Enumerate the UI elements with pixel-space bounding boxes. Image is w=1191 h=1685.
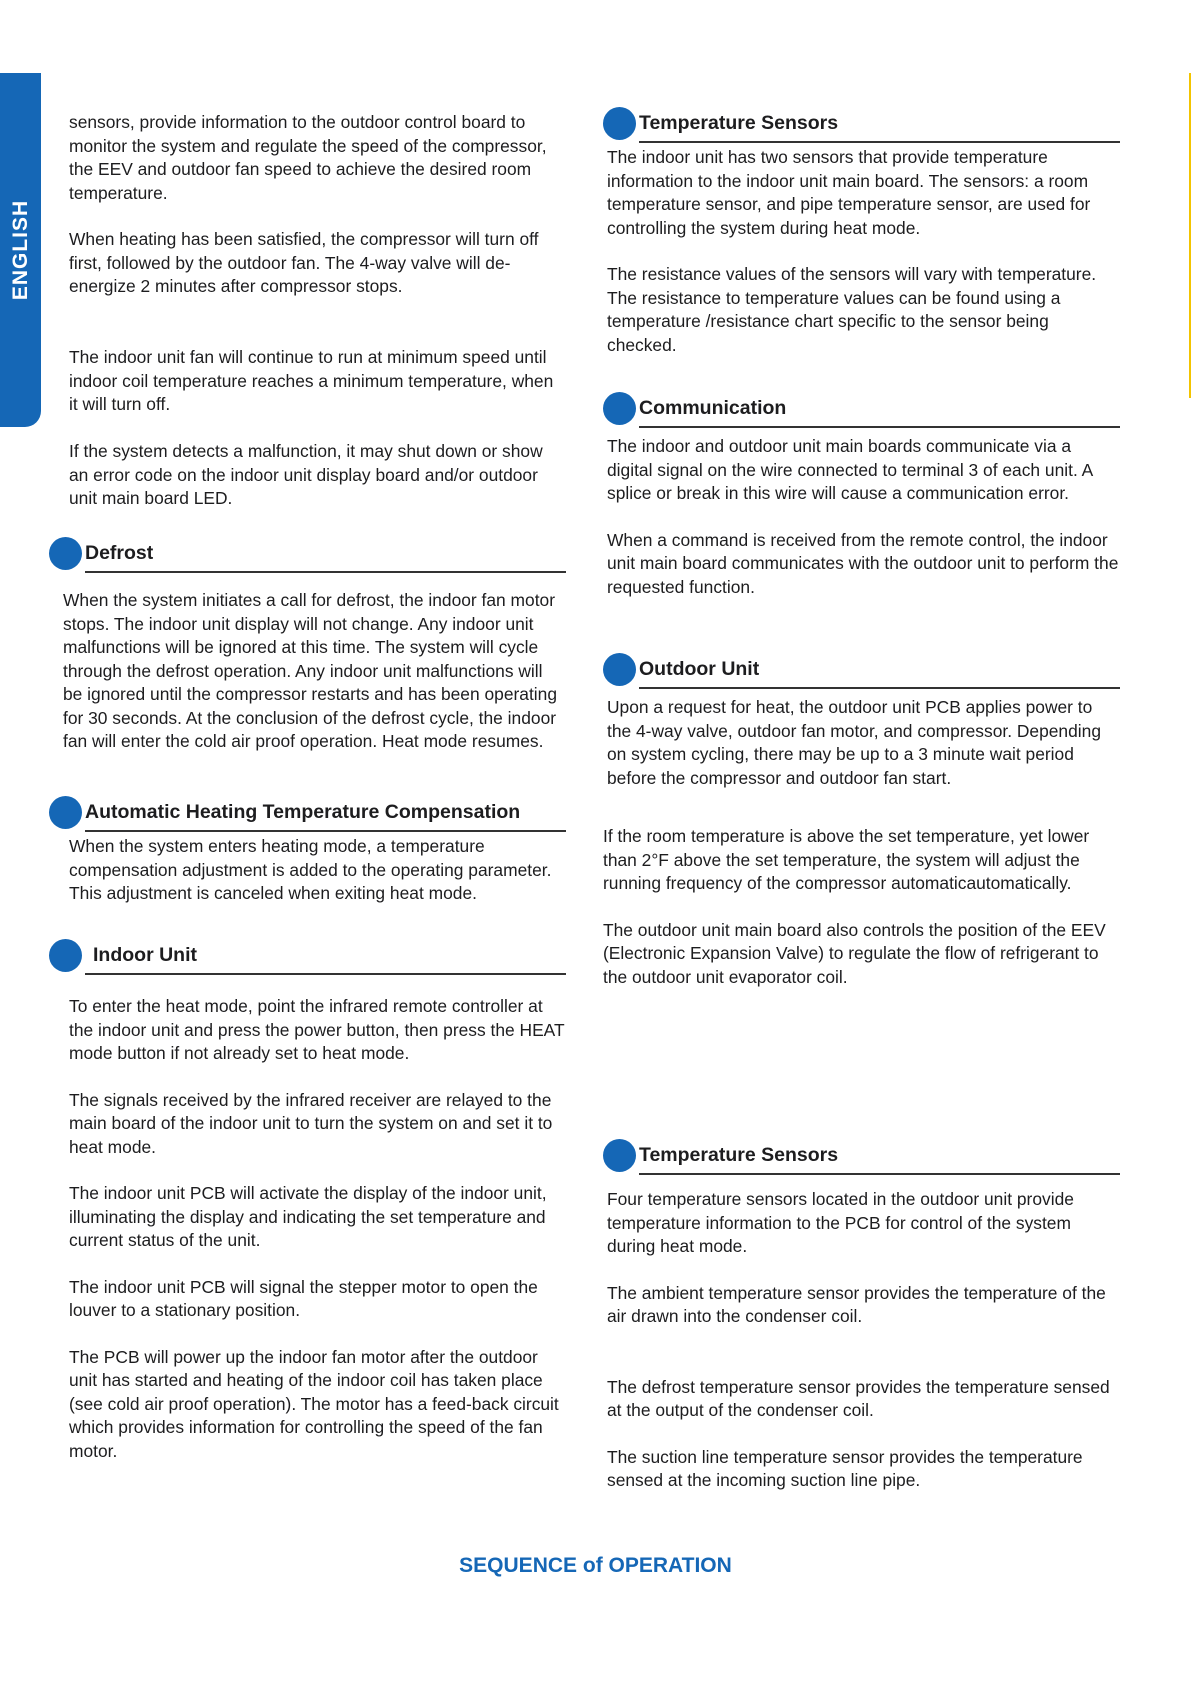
bullet-dot-icon	[49, 796, 82, 829]
paragraph: The PCB will power up the indoor fan motor after the outdoor unit has started and heating of the indoor coil has taken place (see cold air proof operation). The motor has a feed-back circuit which provides information for controlling the speed of the fan motor.	[69, 1346, 559, 1461]
section-title: Defrost	[85, 542, 154, 564]
heading-rule	[85, 830, 566, 832]
section-title: Indoor Unit	[93, 944, 197, 966]
section-heading	[49, 796, 566, 830]
paragraph: If the room temperature is above the set temperature, yet lower than 2°F above the set temperature, the system will adjust the running frequency of the compressor automaticautomatically.	[603, 826, 1090, 893]
bullet-dot-icon	[49, 537, 82, 570]
paragraph: Four temperature sensors located in the outdoor unit provide temperature information to the PCB for control of the system during heat mode.	[607, 1189, 1074, 1256]
section-heading	[603, 1139, 1120, 1173]
paragraph: The defrost temperature sensor provides the temperature sensed at the output of the condenser coil.	[607, 1376, 1110, 1420]
section-defrost	[49, 537, 566, 754]
paragraph: The ambient temperature sensor provides the temperature of the air drawn into the condenser coil.	[607, 1282, 1106, 1326]
paragraph: When heating has been satisfied, the compressor will turn off first, followed by the outdoor fan. The 4-way valve will de-energize 2 minutes after compressor stops.	[69, 229, 539, 296]
bullet-dot-icon	[603, 392, 636, 425]
section-heading	[603, 653, 1120, 687]
section-temperature-sensors-outdoor	[603, 1139, 1120, 1493]
section-heading	[603, 107, 1120, 141]
paragraph: When the system enters heating mode, a temperature compensation adjustment is added to the operating parameter. This adjustment is canceled when exiting heat mode.	[69, 836, 552, 903]
left-intro-4	[69, 440, 564, 511]
language-label: ENGLISH	[8, 199, 32, 301]
section-title: Communication	[639, 397, 787, 419]
section-title: Automatic Heating Temperature Compensation	[85, 801, 521, 823]
section-title: Temperature Sensors	[639, 112, 839, 134]
section-outdoor-unit	[603, 653, 1120, 989]
paragraph: When a command is received from the remote control, the indoor unit main board communicates with the outdoor unit to perform the requested function.	[607, 529, 1119, 597]
bullet-dot-icon	[603, 1139, 636, 1172]
section-title: Temperature Sensors	[639, 1144, 839, 1166]
left-intro-2	[69, 228, 564, 299]
paragraph: The indoor unit has two sensors that provide temperature information to the indoor unit main board. The sensors: a room temperature sensor, and pipe temperature sensor, are used for controlling the system during heat mode.	[607, 147, 1091, 238]
bullet-dot-icon	[603, 653, 636, 686]
paragraph: The suction line temperature sensor provides the temperature sensed at the incoming suction line pipe.	[607, 1446, 1083, 1490]
paragraph: Upon a request for heat, the outdoor unit PCB applies power to the 4-way valve, outdoor fan motor, and compressor. Depending on system cycling, there may be up to a 3 minute wait period before the compressor and outdoor fan start.	[607, 697, 1101, 788]
paragraph: The indoor and outdoor unit main boards communicate via a digital signal on the wire connected to terminal 3 of each unit. A splice or break in this wire will cause a communication error.	[607, 436, 1093, 503]
footer-title: SEQUENCE of OPERATION	[459, 1554, 732, 1577]
heading-rule	[639, 1173, 1120, 1175]
section-heading	[49, 939, 566, 973]
section-compensation	[49, 796, 566, 906]
left-intro-3	[69, 346, 564, 417]
paragraph: The indoor unit fan will continue to run at minimum speed until indoor coil temperature reaches a minimum temperature, when it will turn off.	[69, 347, 554, 414]
paragraph: The indoor unit PCB will signal the stepper motor to open the louver to a stationary position.	[69, 1276, 538, 1320]
paragraph: The resistance values of the sensors will vary with temperature. The resistance to temperature values can be found using a temperature /resistance chart specific to the sensor being checked.	[607, 264, 1097, 355]
heading-rule	[639, 687, 1120, 689]
paragraph: The signals received by the infrared receiver are relayed to the main board of the indoor unit to turn the system on and set it to heat mode.	[69, 1089, 553, 1157]
paragraph: The outdoor unit main board also controls the position of the EEV (Electronic Expansion Valve) to regulate the flow of refrigerant to the outdoor unit evaporator coil.	[603, 919, 1106, 987]
heading-rule	[639, 426, 1120, 428]
paragraph: To enter the heat mode, point the infrared remote controller at the indoor unit and press the power button, then press the HEAT mode button if not already set to heat mode.	[69, 996, 565, 1063]
paragraph: The indoor unit PCB will activate the display of the indoor unit, illuminating the display and indicating the set temperature and current status of the unit.	[69, 1183, 547, 1250]
heading-rule	[85, 571, 566, 573]
bullet-dot-icon	[603, 107, 636, 140]
paragraph: sensors, provide information to the outdoor control board to monitor the system and regulate the speed of the compressor, the EEV and outdoor fan speed to achieve the desired room temperature.	[69, 112, 547, 203]
section-temperature-sensors-indoor	[603, 107, 1120, 357]
heading-rule	[85, 973, 566, 975]
paragraph: If the system detects a malfunction, it may shut down or show an error code on the indoor unit display board and/or outdoor unit main board LED.	[69, 441, 543, 508]
heading-rule	[639, 141, 1120, 143]
section-heading	[49, 537, 566, 571]
language-tab	[0, 73, 41, 427]
section-title: Outdoor Unit	[639, 658, 760, 680]
left-intro	[69, 111, 564, 205]
section-indoor-unit	[49, 939, 566, 1463]
section-communication	[603, 392, 1120, 599]
section-heading	[603, 392, 1120, 426]
paragraph: When the system initiates a call for defrost, the indoor fan motor stops. The indoor unit display will not change. Any indoor unit malfunctions will be ignored at this time. The system will cycle through the defrost operation. Any indoor unit malfunctions will be ignored until the compressor restarts and has been operating for 30 seconds. At the conclusion of the defrost cycle, the indoor fan will enter the cold air proof operation. Heat mode resumes.	[63, 590, 558, 751]
bullet-dot-icon	[49, 939, 82, 972]
